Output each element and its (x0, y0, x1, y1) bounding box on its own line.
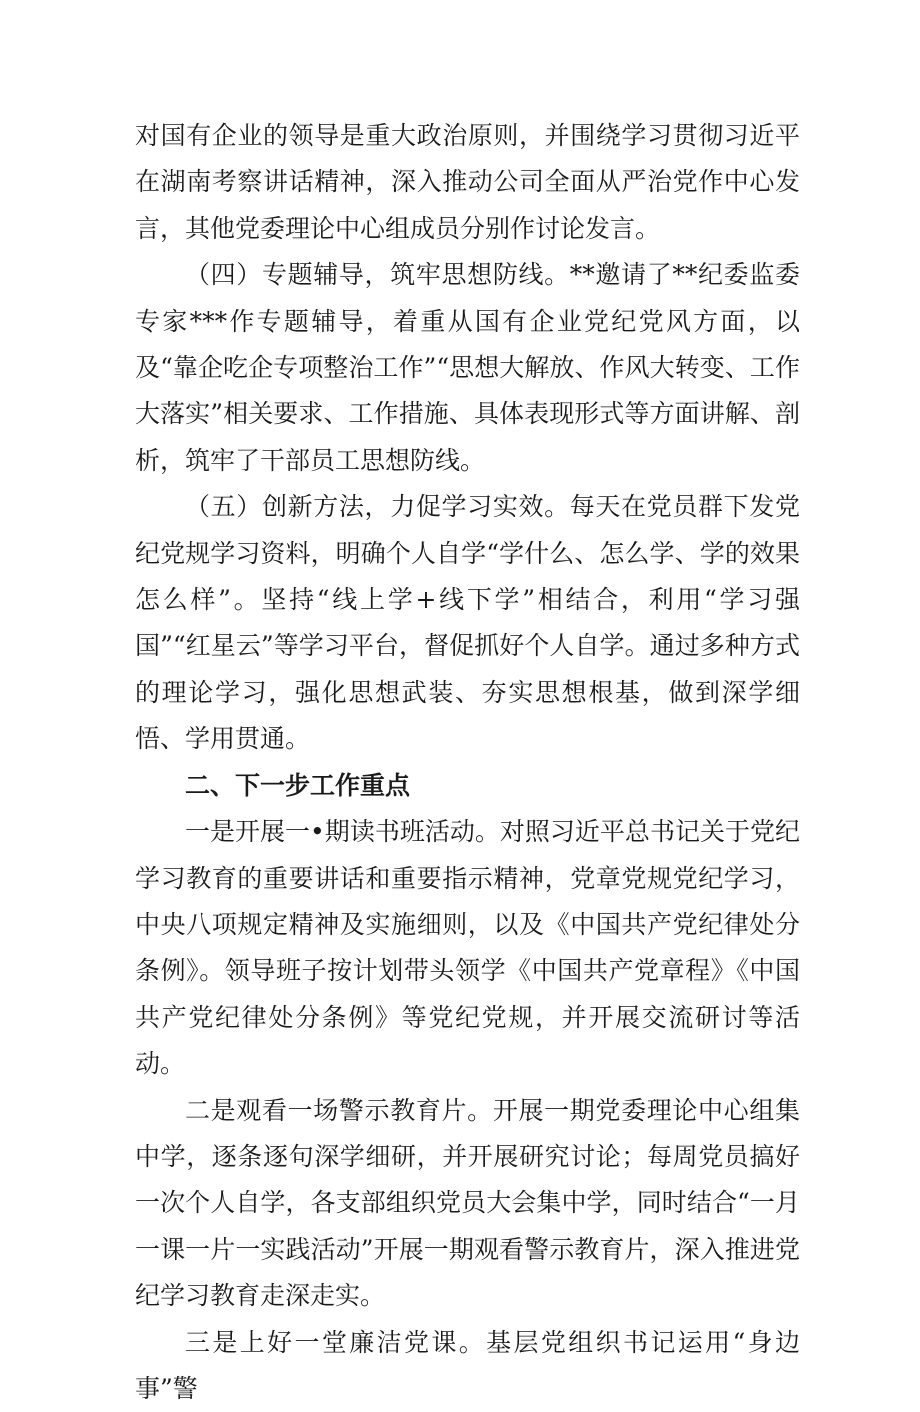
paragraph-section-five: （五）创新方法，力促学习实效。每天在党员群下发党纪党规学习资料，明确个人自学“学什么、怎么学、学的效果怎么样”。坚持“线上学+线下学”相结合，利用“学习强国”“红星云”等学习平台，督促抓好个人自学。通过多种方式的理论学习，强化思想武装、夯实思想根基，做到深学细悟、学用贯通。 (135, 492, 800, 754)
document-body (135, 113, 800, 1412)
paragraph-item-one: 一是开展一•期读书班活动。对照习近平总书记关于党纪学习教育的重要讲话和重要指示精神，党章党规党纪学习，中央八项规定精神及实施细则，以及《中国共产党纪律处分条例》。领导班子按计划带头领学《中国共产党章程》《中国共产党纪律处分条例》等党纪党规，并开展交流研讨等活动。 (135, 817, 800, 1079)
section-heading-next-steps: 二、下一步工作重点 (185, 770, 411, 800)
paragraph-continued: 对国有企业的领导是重大政治原则，并围绕学习贯彻习近平在湖南考察讲话精神，深入推动公司全面从严治党作中心发言，其他党委理论中心组成员分别作讨论发言。 (135, 121, 800, 243)
paragraph-section-four: （四）专题辅导，筑牢思想防线。**邀请了**纪委监委专家***作专题辅导，着重从国有企业党纪党风方面，以及“靠企吃企专项整治工作”“思想大解放、作风大转变、工作大落实”相关要求、工作措施、具体表现形式等方面讲解、剖析，筑牢了干部员工思想防线。 (135, 260, 800, 475)
paragraph-item-two: 二是观看一场警示教育片。开展一期党委理论中心组集中学，逐条逐句深学细研，并开展研究讨论；每周党员搞好一次个人自学，各支部组织党员大会集中学，同时结合“一月一课一片一实践活动”开展一期观看警示教育片，深入推进党纪学习教育走深走实。 (135, 1095, 800, 1311)
paragraph-item-three: 三是上好一堂廉洁党课。基层党组织书记运用“身边事”警 (135, 1327, 800, 1403)
